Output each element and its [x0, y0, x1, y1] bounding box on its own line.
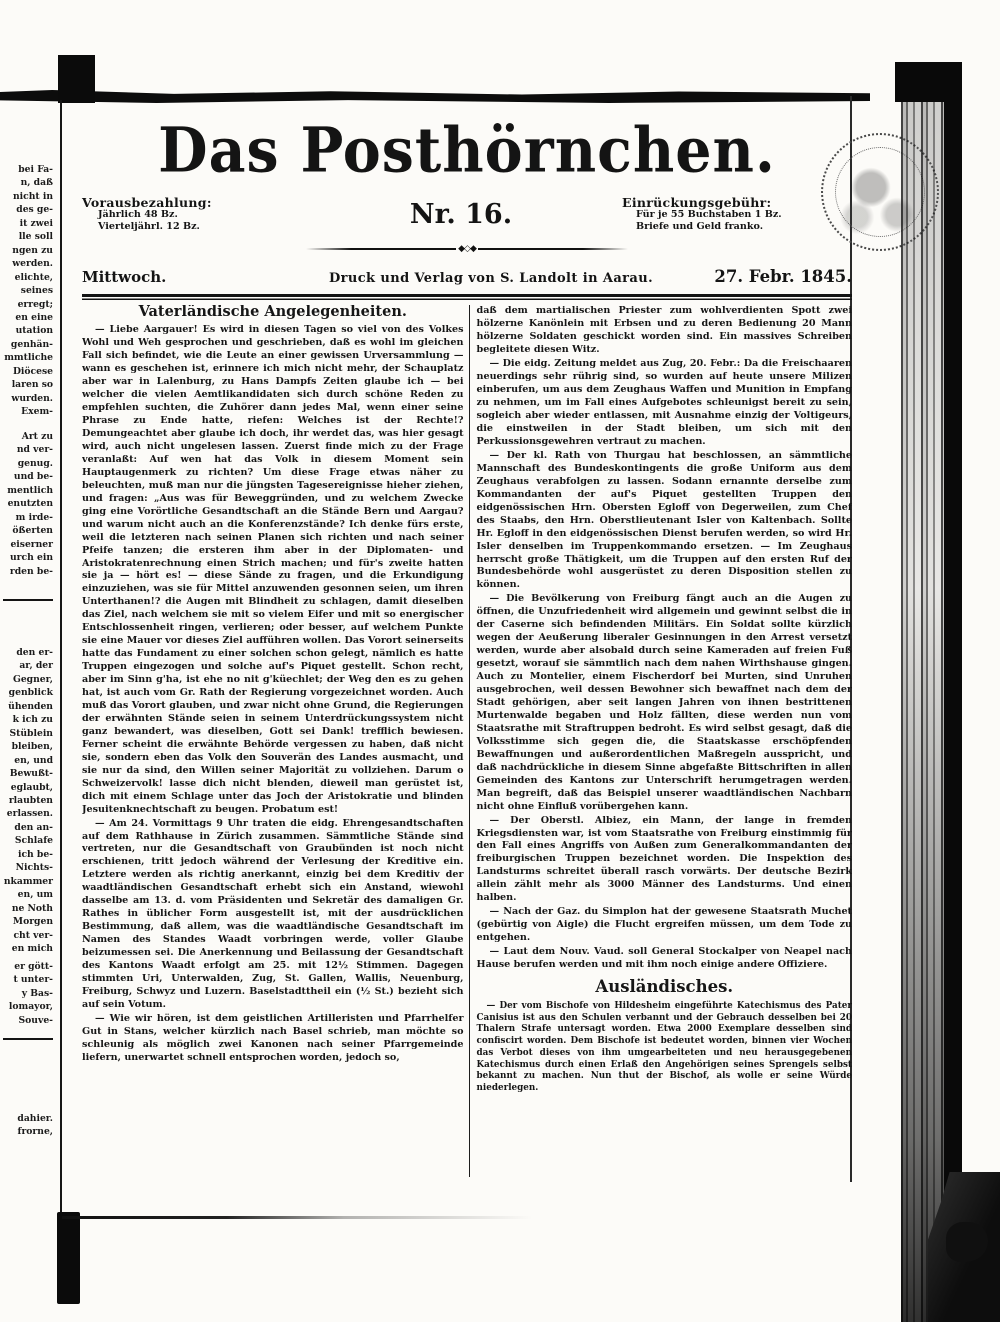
margin-line: ich be-: [17, 848, 53, 860]
divider-line-right: [478, 248, 628, 250]
margin-line: n, daß: [20, 177, 53, 189]
margin-line: genhän-: [10, 338, 53, 350]
margin-line: Exem-: [21, 406, 53, 418]
margin-line: bleiben,: [11, 741, 53, 753]
margin-line: ühenden: [8, 700, 53, 712]
masthead-info-row: [82, 197, 852, 232]
margin-text-fragment: [0, 163, 53, 419]
margin-line: enutzten: [7, 498, 53, 510]
margin-line: lomayor,: [8, 1001, 53, 1013]
margin-line: nd ver-: [16, 444, 53, 456]
newspaper-page: [82, 0, 852, 1177]
margin-line: seines: [20, 285, 53, 297]
imprint: Druck und Verlag von S. Landolt in Aarau.: [328, 271, 654, 287]
margin-line: ne Noth: [11, 902, 53, 914]
margin-line: utation: [15, 325, 53, 337]
margin-fragments: [0, 0, 56, 1322]
article-paragraph: — Laut dem Nouv. Vaud. soll General Stockalper von Neapel nach Hause berufen werden und mit ihm noch einige andere Offiziere.: [476, 946, 852, 971]
margin-line: Gegner,: [12, 673, 53, 685]
article-paragraph: — Die eidg. Zeitung meldet aus Zug, 20. Febr.: Da die Freischaaren neuerdings sehr rührig sind, so wurden auf heute unsere Milizen einberufen, um aus dem Zeughaus Waffen und Munition in Empfang zu nehmen, um im Fall eines Aufgebotes schleunigst bereit zu sein, sogleich aber wieder entlassen, mit Ausnahme einzig der Voltigeurs, die einstweilen in der Stadt bleiben, um sich mit den Perkussionsgewehren vertraut zu machen.: [476, 358, 852, 447]
margin-line: ngen zu: [12, 244, 53, 256]
margin-line: des ge-: [16, 204, 53, 216]
margin-line: dahier.: [17, 1113, 53, 1124]
section-heading: Ausländisches.: [595, 977, 734, 996]
article-paragraph: — Der Oberstl. Albiez, ein Mann, der lange in fremden Kriegsdiensten war, ist vom Staatsrathe von Freiburg einstimmig für den Fall eines Angriffs von Außen zum Generalkommandanten der freiburgischen Truppen bezeichnet worden. Die Inspektion des Landsturms schreitet überall rasch vorwärts. Der deutsche Bezirk allein zählt mehr als 3000 Männer des Landsturms. Und einen halben.: [476, 814, 852, 904]
margin-line: genug.: [17, 457, 53, 469]
insertion-fee-line: Briefe und Geld franko.: [636, 220, 764, 232]
article-paragraph: — Am 24. Vormittags 9 Uhr traten die eidg. Ehrengesandtschaften auf dem Rathhause in Zürich zusammen. Sämmtliche Stände sind vertreten, nur die Gesandtschaft von Graubünden ist noch nicht erschienen, tritt jedoch während der Verlesung der Kreditive ein. Letztere werden als richtig anerkannt, einzig bei dem Kreditiv der waadtländischen Gesandtschaft erhebt sich ein Anstand, wiewohl dasselbe am 13. d. vom Präsidenten und Sekretär des damaligen Gr. Rathes in üblicher Form ausgestellt ist, mit der ausdrücklichen Bestimmung, daß allem, was die waadtländische Gesandtschaft im Namen des Standes Waadt vorbringen werde, voller Glaube beizumessen sei. Die Anerkennung und Beilassung der Gesandtschaft des Kantons Waadt erfolgt am 25. mit 12½ Stimmen. Dagegen stimmten Uri, Unterwalden, Zug, St. Gallen, Wallis, Neuenburg, Freiburg, Schwyz und Luzern. Baselstadttheil ein (½ St.) bezieht sich auf sein Votum.: [82, 817, 464, 1010]
margin-line: Nichts-: [15, 862, 53, 874]
margin-line: Stüblein: [9, 727, 53, 739]
book-edge-shadow: [901, 100, 944, 1322]
scan-right-border: [944, 62, 962, 1322]
margin-line: erregt;: [17, 298, 53, 310]
margin-line: y Bas-: [21, 987, 53, 999]
margin-line: wurden.: [11, 392, 53, 404]
margin-line: mmtliche: [4, 352, 53, 364]
margin-line: und be-: [13, 471, 53, 483]
margin-line: werden.: [12, 258, 53, 270]
margin-line: Souve-: [18, 1014, 53, 1026]
dateline-date: 27. Febr. 1845.: [714, 267, 852, 287]
margin-text-fragment: [0, 646, 53, 955]
article-paragraph: daß dem martialischen Priester zum wohlverdienten Spott zwei hölzerne Kanönlein mit Erbsen und zu deren Bedienung 20 Mann hölzerne Soldaten geschickt worden sind. Ein massives Schreiben begleitete diesen Witz.: [476, 305, 852, 356]
margin-line: nicht in: [12, 190, 53, 202]
margin-line: Diöcese: [12, 365, 53, 377]
margin-line: bei Fa-: [18, 164, 53, 175]
margin-line: Art zu: [21, 431, 53, 442]
divider-ornament-icon: ◆◇◆: [458, 243, 476, 254]
margin-line: ößerten: [12, 525, 53, 537]
article-columns: [82, 305, 852, 1177]
margin-line: ar, der: [19, 660, 53, 672]
issue-number: Nr. 16.: [409, 199, 513, 230]
margin-line: en eine: [15, 311, 53, 323]
margin-text-fragment: [0, 1112, 53, 1139]
insertion-fee-label: Einrückungsgebühr:: [622, 195, 772, 210]
prepayment-info: [82, 197, 300, 232]
margin-line: rlaubten: [8, 794, 53, 806]
article-paragraph: — Der kl. Rath von Thurgau hat beschlossen, an sämmtliche Mannschaft des Bundeskontingents die große Uniform aus dem Zeughaus verabfolgen zu lassen. Sodann ernannte derselbe zum Kommandanten der auf's Piquet gestellten Truppen den eidgenössischen Hrn. Obersten Egloff von Degerweilen, zum Chef des Staabs, den Hrn. Oberstlieutenant Isler von Kaltenbach. Sollte Hr. Egloff in den eidgenössischen Dienst berufen werden, so wird Hr. Isler denselben im Truppenkommando ersetzen. — Im Zeughaus herrscht große Thätigkeit, um die Truppen auf den ersten Ruf der Bundesbehörde wohl ausgerüstet zu deren Disposition stellen zu können.: [476, 449, 852, 591]
margin-line: eglaubt,: [10, 781, 53, 793]
insertion-fee-line: Für je 55 Buchstaben 1 Bz.: [636, 208, 782, 220]
left-column: [82, 305, 469, 1177]
margin-line: rden be-: [9, 565, 53, 577]
ink-blot-bottom-left: [57, 1212, 80, 1304]
article-paragraph: — Nach der Gaz. du Simplon hat der gewesene Staatsrath Muchet (gebürtig von Aigle) die Flucht ergreifen müssen, um dem Tode zu entgehen.: [476, 906, 852, 944]
divider-line-left: [306, 248, 456, 250]
margin-line: cht ver-: [13, 929, 53, 941]
margin-line: it zwei: [19, 217, 53, 229]
insertion-fee-info: [622, 197, 852, 232]
margin-line: erlassen.: [6, 808, 53, 820]
margin-line: Schlafe: [14, 835, 53, 847]
margin-line: den an-: [14, 821, 53, 833]
margin-line: en, um: [17, 889, 53, 901]
article-paragraph: — Der vom Bischofe von Hildesheim eingeführte Katechismus des Pater Canisius ist aus den Schulen verbannt und der Gebrauch desselben bei 20 Thalern Strafe untersagt worden. Etwa 2000 Exemplare desselben sind confiscirt worden. Dem Bischofe ist bedeutet worden, binnen vier Wochen das Verbot dieses von ihm umgearbeiteten und neu herausgegebenen Katechismus durch einen Erlaß den Angehörigen seines Sprengels selbst bekannt zu machen. Nun thut der Bischof, als wolle er seine Würde niederlegen.: [476, 1000, 852, 1094]
margin-line: genblick: [8, 687, 53, 699]
margin-text-fragment: [0, 430, 53, 578]
prepayment-line: Jährlich 48 Bz.: [98, 208, 178, 220]
margin-line: er gött-: [14, 961, 53, 972]
margin-line: laren so: [11, 379, 53, 391]
scan-bottom-line: [62, 1216, 532, 1219]
article-paragraph: — Wie wir hören, ist dem geistlichen Artilleristen und Pfarrhelfer Gut in Stans, welcher kürzlich nach Basel schrieb, man möchte so schleunig als möglich zwei Kanonen nach seiner Pfarrgemeinde liefern, unerwartet schnell entsprochen worden, jedoch so,: [82, 1012, 464, 1063]
margin-line: t unter-: [13, 974, 53, 986]
masthead-divider: [82, 244, 852, 254]
margin-line: urch ein: [9, 552, 53, 564]
article-paragraph: — Die Bevölkerung von Freiburg fängt auch an die Augen zu öffnen, die Unzufriedenheit wird allgemein und gewinnt selbst die in der Caserne sich befindenden Militärs. Ein Soldat sollte kürzlich wegen der Aeußerung liberaler Gesinnungen in den Arrest versetzt werden, wurde aber alsobald durch seine Kameraden auf freien Fuß gesetzt, worauf sie sämmtlich nach dem nahen Wirthshause gingen. Auch zu Montelier, einem Fischerdorf bei Murten, sind Unruhen ausgebrochen, weil dessen Bewohner sich bewaffnet nach dem der Stadt gehörigen, aber seit langen Jahren von ihnen bestrittenen Murtenwalde begaben und Holz fällten, diese werden nun vom Staatsrathe mit Straftruppen bedroht. Es wird selbst gesagt, daß die Volksstimme sich gegen die, die Staatskasse erschöpfenden Bewaffnungen und außerordentlichen Maßregeln ausspricht, und daß nachdrückliche in diesem Sinne abgefaßte Bittschriften in allen Gemeinden des Kantons zur Unterschrift herumgetragen werden. Man begreift, daß das Beispiel unserer waadtländischen Nachbarn nicht ohne Einfluß vorübergehen kann.: [476, 593, 852, 812]
margin-rule: [3, 1038, 53, 1040]
margin-line: Morgen: [12, 916, 53, 928]
dateline-day: Mittwoch.: [82, 268, 167, 287]
right-column: [469, 305, 853, 1177]
margin-line: k ich zu: [12, 714, 53, 726]
page-fold-line: [60, 100, 62, 1216]
newspaper-title: Das Posthörnchen.: [158, 114, 776, 187]
margin-text-fragment: [0, 960, 53, 1027]
article-paragraph: — Liebe Aargauer! Es wird in diesen Tagen so viel von des Volkes Wohl und Weh gesprochen und geschrieben, daß es wohl im gleichen Fall sich befindet, wie die Leute an einer gewissen Urversammlung — wann es geschehen ist, erinnere ich mich nicht mehr, der Schauplatz aber war in Lalenburg, zu Hans Dampfs Zeiten glaube ich — bei welcher die vielen Aemtlikandidaten sich durch schöne Reden zu empfehlen suchten, die Zuhörer dann jedes Mal, wenn einer seine Phrase zu Ende hatte, riefen: Welches ist der Rechte!? Demungeachtet aber glaube ich doch, ihr werdet das, was hier gesagt wird, auch nicht ungelesen lassen. Zuerst finde mich zu der Frage veranlaßt: Auf wen hat das Volk in diesem Moment sein Hauptaugenmerk zu richten? Um diese Frage etwas näher zu beleuchten, muß man nur die jüngsten Tagesereignisse hieher ziehen, und fragen: „Aus was für Beweggründen, und zu welchem Zwecke ging eine Vorörtliche Gesandtschaft an die Stände Bern und Aargau? und warum nicht auch an die Konferenzstände? Ich denke fürs erste, weil die letzteren nach seinen Planen sich richten und nach seiner Pfeife tanzen; die ersteren ihm aber in der Diplomaten- und Aristokratenrechnung einen Strich machen; und für's zweite hatten sie ja — hört es! — diese Sände zu fragen, und die Erkundigung einzuziehen, was sie für Mittel anzuwenden gesonnen seien, um ihren Unterthanen!? die Augen mit Blindheit zu schlagen, damit dieselben das Ziel, nach welchem sie mit so vielem Eifer und mit so energischer Entschlossenheit ringen, verlieren; oder besser, auf welchem Punkte sie eine Mauer vor dieses Ziel aufführen wollen. Das Vorort seinerseits hatte das Fundament zu einer solchen schon gelegt, nämlich es hatte Truppen eingezogen und solche auf's Piquet gestellt. Schon recht, aber im Sinn g'ha, ist ehe no nit g'küechlet; der Weg den es zu gehen hat, ist auch vom Gr. Rath der Regierung vorgezeichnet worden. Auch muß das Vorort glauben, und zwar nicht ohne Grund, die Regierungen der erwähnten Stände seien in seinem Unterdrückungssystem nicht ganz bewandert, was dieselben, Gott sei Dank! trefflich bewiesen. Ferner scheint die erwähnte Behörde vergessen zu haben, daß nicht sie, sondern eben das Volk den Souverän des Landes ausmacht, und sie nur da sind, den Willen seiner Majorität zu vollziehen. Darum o Schweizervolk! lasse dich nicht blenden, dieweil man gerüstet ist, dich mit einem Schlage unter das Joch der Aristokratie und blinden Jesuitenknechtschaft zu beugen. Probatum est!: [82, 324, 464, 815]
dateline-rule: [82, 294, 852, 301]
margin-line: m irde-: [15, 511, 53, 523]
section-heading: Vaterländische Angelegenheiten.: [138, 305, 407, 321]
margin-line: en, und: [14, 754, 53, 766]
margin-line: den er-: [16, 647, 53, 658]
prepayment-label: Vorausbezahlung:: [82, 195, 212, 210]
margin-line: mentlich: [7, 484, 53, 496]
margin-line: elichte,: [14, 271, 53, 283]
margin-rule: [3, 599, 53, 601]
margin-line: frorne,: [17, 1126, 53, 1138]
margin-line: eiserner: [10, 538, 53, 550]
margin-line: nkammer: [3, 875, 53, 887]
dateline: [82, 267, 852, 286]
margin-line: lle soll: [18, 231, 53, 243]
prepayment-line: Vierteljährl. 12 Bz.: [98, 220, 200, 232]
margin-line: en mich: [11, 942, 53, 954]
margin-line: Bewußt-: [9, 768, 53, 780]
